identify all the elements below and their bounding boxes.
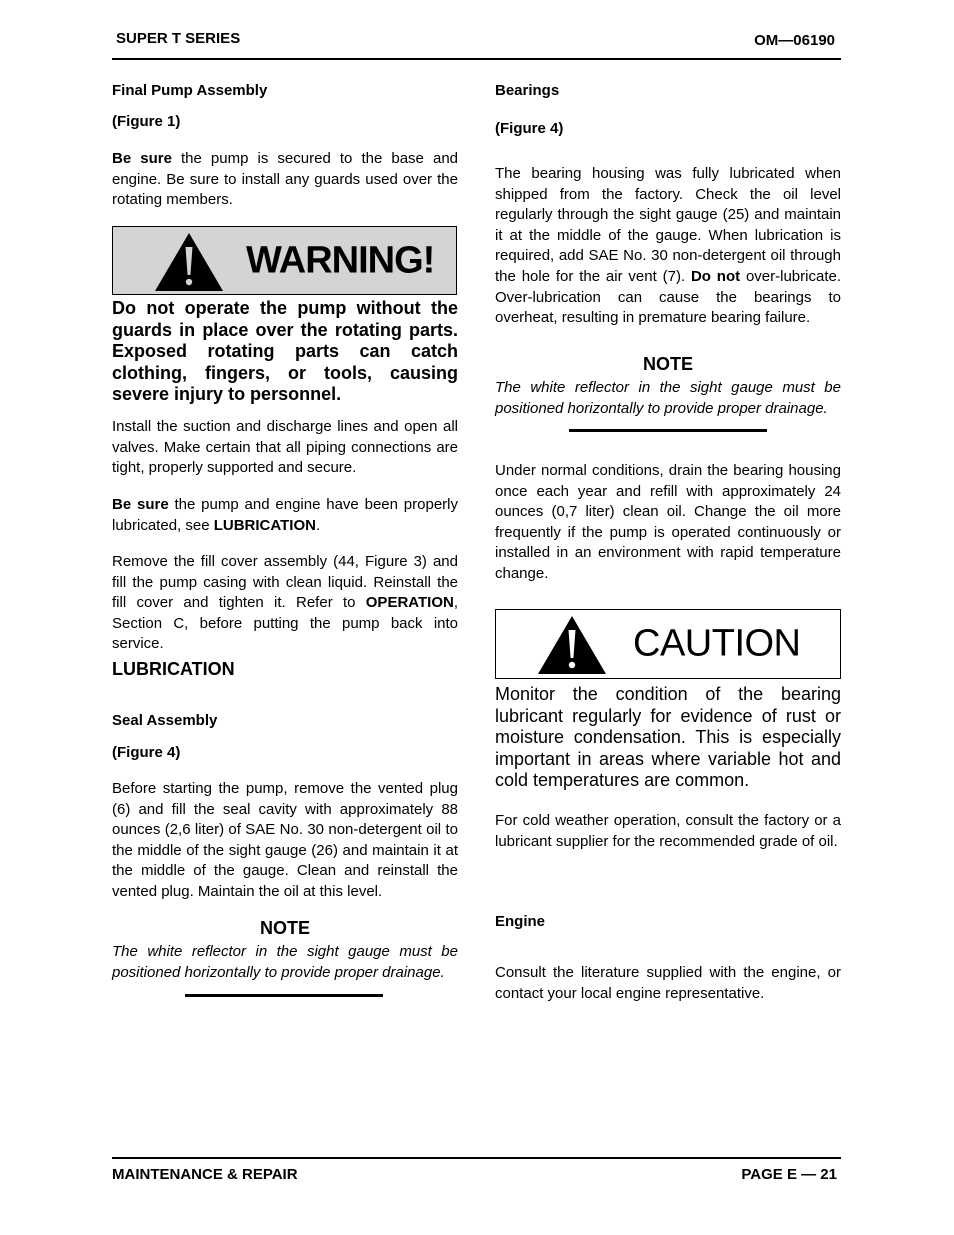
final-paragraph-3: Be sure the pump and engine have been properly lubricated, see LUBRICATION.: [112, 496, 458, 534]
final-paragraph-4: Remove the fill cover assembly (44, Figure 3) and fill the pump casing with clean liquid. Reinstall the fill cover and tighten it. Refer to OPERATION, Section C, before putting the pump back into service.: [112, 553, 458, 653]
warning-label: WARNING!: [246, 239, 435, 281]
final-paragraph-2: Install the suction and discharge lines and open all valves. Make certain that all piping connections are tight, properly supported and secure.: [112, 418, 458, 477]
lubrication-title: LUBRICATION: [112, 659, 235, 679]
engine-paragraph: Consult the literature supplied with the engine, or contact your local engine representative.: [495, 964, 841, 1002]
engine-title: Engine: [495, 913, 546, 930]
header-rule: [112, 58, 841, 60]
seal-paragraph: Before starting the pump, remove the vented plug (6) and fill the seal cavity with approximately 88 ounces (2,6 liter) of SAE No. 30 non-detergent oil to the middle of the sight gauge (26) and maintain it at the middle of the gauge. Clean and reinstall the vented plug. Maintain the oil at this level.: [112, 780, 458, 900]
caution-text: Monitor the condition of the bearing lubricant regularly for evidence of rust or moisture condensation. This is especially important in areas where variable hot and cold temperatures are common.: [495, 684, 841, 791]
caution-triangle-icon: [536, 614, 608, 676]
seal-note-text: The white reflector in the sight gauge must be positioned horizontally to provide proper drainage.: [112, 943, 458, 981]
footer-rule: [112, 1157, 841, 1159]
warning-text: Do not operate the pump without the guards in place over the rotating parts. Exposed rotating parts can catch clothing, fingers, or tools, causing severe injury to personnel.: [112, 298, 458, 405]
bearings-title: Bearings: [495, 82, 560, 99]
bearings-note-rule: [569, 429, 767, 432]
final-pump-assembly-figure: (Figure 1): [112, 113, 181, 130]
header-doc-number: OM—06190: [754, 32, 835, 49]
bearings-figure: (Figure 4): [495, 120, 564, 137]
footer-section: MAINTENANCE & REPAIR: [112, 1166, 298, 1183]
caution-label: CAUTION: [633, 622, 801, 665]
warning-box: [112, 226, 457, 295]
seal-assembly-title: Seal Assembly: [112, 712, 218, 729]
caution-box: [495, 609, 841, 679]
bearings-paragraph-3: For cold weather operation, consult the factory or a lubricant supplier for the recommended grade of oil.: [495, 812, 841, 850]
final-pump-assembly-title: Final Pump Assembly: [112, 82, 268, 99]
bearings-note-text: The white reflector in the sight gauge must be positioned horizontally to provide proper drainage.: [495, 379, 841, 417]
bearings-paragraph-2: Under normal conditions, drain the bearing housing once each year and refill with approximately 24 ounces (0,7 liter) clean oil. Change the oil more frequently if the pump is operated continuously or installed in an environment with rapid temperature change.: [495, 462, 841, 582]
warning-triangle-icon: [153, 231, 225, 293]
seal-assembly-figure: (Figure 4): [112, 744, 181, 761]
seal-note-title: NOTE: [259, 918, 310, 938]
seal-note-rule: [185, 994, 383, 997]
footer-page-number: PAGE E — 21: [741, 1166, 837, 1183]
header-series: SUPER T SERIES: [116, 30, 241, 47]
final-paragraph-1: Be sure the pump is secured to the base and engine. Be sure to install any guards used over the rotating members.: [112, 150, 458, 209]
bearings-note-title: NOTE: [642, 354, 693, 374]
bearings-paragraph-1: The bearing housing was fully lubricated when shipped from the factory. Check the oil level regularly through the sight gauge (25) and maintain it at the middle of the gauge. When lubrication is required, add SAE No. 30 non-detergent oil through the hole for the air vent (7). Do not over-lubricate. Over-lubrication can cause the bearings to overheat, resulting in premature bearing failure.: [495, 165, 842, 327]
